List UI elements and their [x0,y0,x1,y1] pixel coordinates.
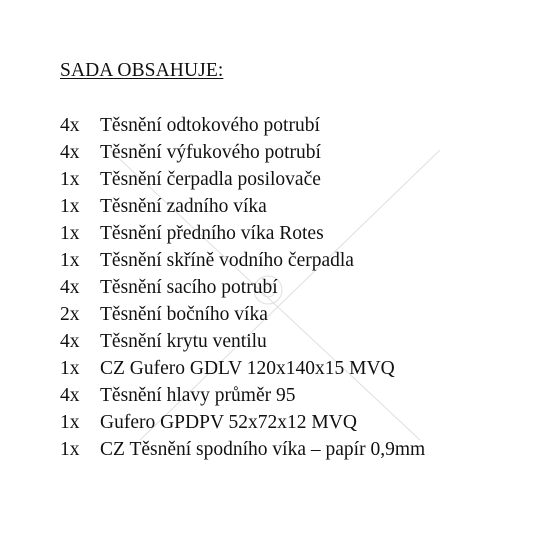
item-quantity: 4x [60,384,80,406]
item-quantity: 1x [60,411,80,433]
item-description: Gufero GPDPV 52x72x12 MVQ [100,411,357,433]
list-item [60,220,425,247]
list-item [60,301,425,328]
item-description: Těsnění zadního víka [100,195,267,217]
list-item [60,355,425,382]
contents-list [60,112,425,463]
list-item [60,166,425,193]
list-item [60,409,425,436]
item-quantity: 4x [60,276,80,298]
item-quantity: 1x [60,249,80,271]
item-quantity: 1x [60,168,80,190]
item-quantity: 2x [60,303,80,325]
item-description: Těsnění sacího potrubí [100,276,278,298]
item-quantity: 1x [60,357,80,379]
item-description: Těsnění skříně vodního čerpadla [100,249,354,271]
list-item [60,193,425,220]
list-item [60,274,425,301]
item-description: Těsnění odtokového potrubí [100,114,320,136]
list-item [60,436,425,463]
item-description: CZ Gufero GDLV 120x140x15 MVQ [100,357,395,379]
item-quantity: 1x [60,195,80,217]
item-description: Těsnění výfukového potrubí [100,141,321,163]
item-quantity: 1x [60,222,80,244]
list-item [60,382,425,409]
section-title: SADA OBSAHUJE: [60,60,224,81]
item-description: Těsnění čerpadla posilovače [100,168,321,190]
list-item [60,112,425,139]
item-description: Těsnění bočního víka [100,303,268,325]
list-item [60,328,425,355]
list-item [60,247,425,274]
list-item [60,139,425,166]
item-quantity: 1x [60,438,80,460]
item-description: Těsnění předního víka Rotes [100,222,324,244]
item-description: Těsnění krytu ventilu [100,330,267,352]
item-quantity: 4x [60,114,80,136]
item-description: Těsnění hlavy průměr 95 [100,384,296,406]
item-quantity: 4x [60,141,80,163]
item-description: CZ Těsnění spodního víka – papír 0,9mm [100,438,426,460]
item-quantity: 4x [60,330,80,352]
